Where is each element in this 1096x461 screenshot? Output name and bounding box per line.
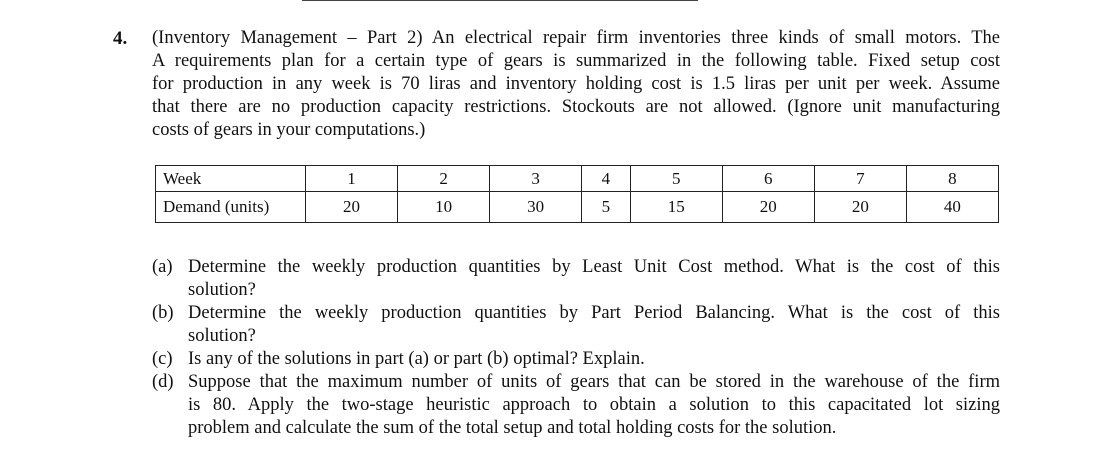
- part-line: Determine the weekly production quantities by Least Unit Cost method. What is the cost of this: [188, 257, 1000, 277]
- demand-cell: 20: [306, 192, 398, 223]
- part-d: [152, 371, 1000, 440]
- demand-cell: 20: [722, 192, 814, 223]
- intro-line: for production in any week is 70 liras and inventory holding cost is 1.5 liras per unit per week. Assume: [152, 74, 1000, 94]
- question-number: 4.: [113, 28, 128, 49]
- demand-cell: 40: [906, 192, 998, 223]
- question-parts: [152, 256, 1000, 440]
- part-line: solution?: [188, 280, 256, 300]
- week-cell: 8: [906, 166, 998, 192]
- intro-line: A requirements plan for a certain type of gears is summarized in the following table. Fixed setup cost: [152, 51, 1000, 71]
- week-cell: 3: [490, 166, 582, 192]
- part-line: Determine the weekly production quantities by Part Period Balancing. What is the cost of this: [188, 303, 1000, 323]
- demand-cell: 10: [398, 192, 490, 223]
- intro-line: (Inventory Management – Part 2) An electrical repair firm inventories three kinds of small motors. The: [152, 28, 1000, 48]
- part-a: [152, 256, 1000, 302]
- demand-header-cell: Demand (units): [156, 192, 306, 223]
- week-header-cell: Week: [156, 166, 306, 192]
- part-label: (c): [152, 349, 173, 369]
- demand-cell: 30: [490, 192, 582, 223]
- part-b: [152, 302, 1000, 348]
- demand-cell: 15: [630, 192, 722, 223]
- week-cell: 5: [630, 166, 722, 192]
- week-cell: 4: [582, 166, 631, 192]
- week-cell: 7: [814, 166, 906, 192]
- table-row-week: [156, 166, 999, 192]
- part-line: Is any of the solutions in part (a) or part (b) optimal? Explain.: [188, 349, 645, 369]
- part-label: (b): [152, 303, 174, 323]
- part-line: problem and calculate the sum of the total setup and total holding costs for the solution.: [188, 418, 837, 438]
- intro-line: that there are no production capacity restrictions. Stockouts are not allowed. (Ignore unit manufacturing: [152, 97, 1000, 117]
- part-line: is 80. Apply the two-stage heuristic approach to obtain a solution to this capacitated lot sizing: [188, 395, 1000, 415]
- part-label: (a): [152, 257, 173, 277]
- part-line: solution?: [188, 326, 256, 346]
- part-c: [152, 348, 1000, 371]
- week-cell: 6: [722, 166, 814, 192]
- demand-cell: 20: [814, 192, 906, 223]
- demand-cell: 5: [582, 192, 631, 223]
- table-row-demand: [156, 192, 999, 223]
- part-line: Suppose that the maximum number of units of gears that can be stored in the warehouse of the firm: [188, 372, 1000, 392]
- week-cell: 1: [306, 166, 398, 192]
- demand-table: [155, 165, 999, 223]
- week-cell: 2: [398, 166, 490, 192]
- top-rule: [302, 0, 698, 1]
- part-label: (d): [152, 372, 174, 392]
- question-intro: [152, 27, 1000, 142]
- intro-line: costs of gears in your computations.): [152, 120, 426, 140]
